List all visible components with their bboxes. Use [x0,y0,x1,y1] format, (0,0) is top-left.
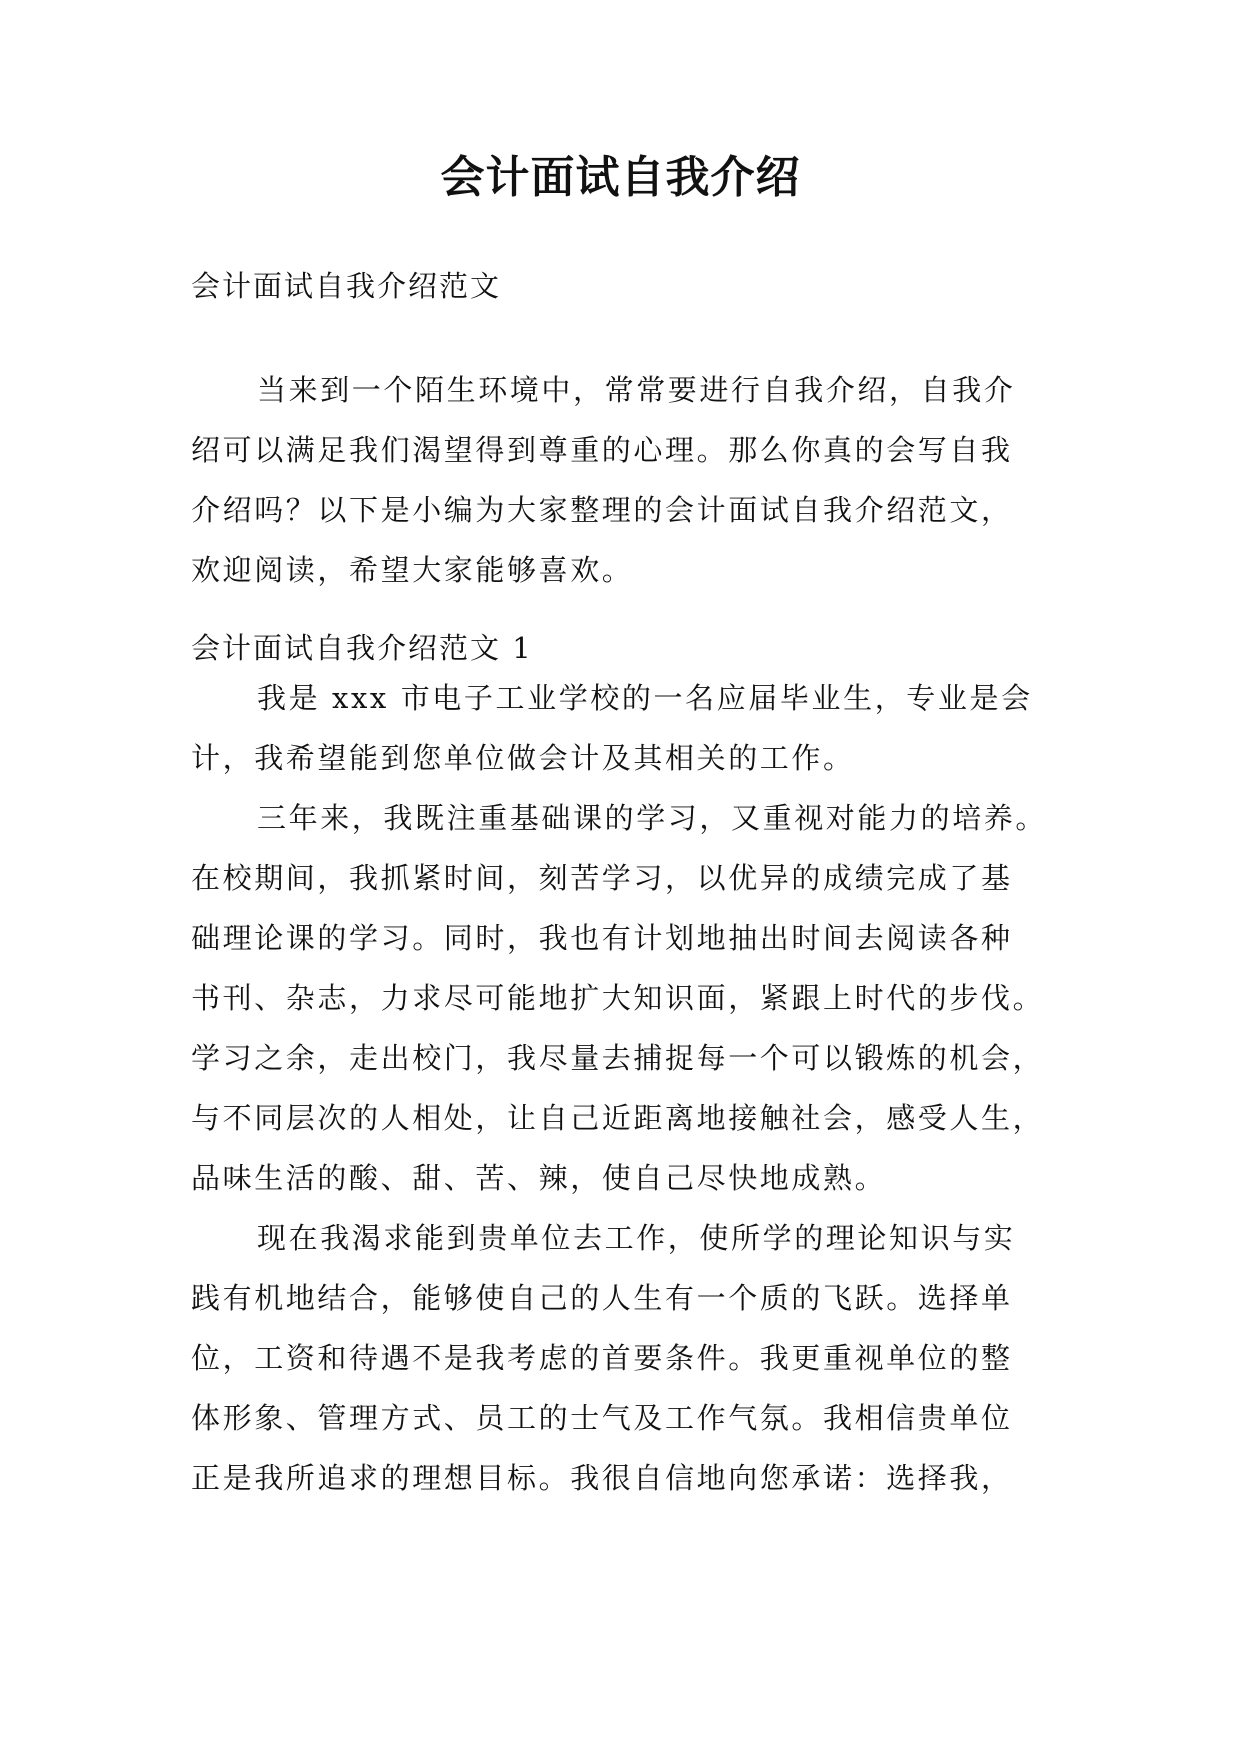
section1-paragraph-1 [191,668,1061,788]
paragraph-line: 我是 xxx 市电子工业学校的一名应届毕业生，专业是会 [257,681,1033,715]
paragraph-line: 三年来，我既注重基础课的学习，又重视对能力的培养。 [257,801,1048,835]
intro-line: 绍可以满足我们渴望得到尊重的心理。那么你真的会写自我 [191,433,1013,467]
section1-heading: 会计面试自我介绍范文 1 [191,631,533,665]
intro-paragraph [191,360,1061,600]
paragraph-line: 品味生活的酸、甜、苦、辣，使自己尽快地成熟。 [191,1161,887,1195]
paragraph-line: 书刊、杂志，力求尽可能地扩大知识面，紧跟上时代的步伐。 [191,981,1045,1015]
paragraph-line: 践有机地结合，能够使自己的人生有一个质的飞跃。选择单 [191,1281,1013,1315]
document-title: 会计面试自我介绍 [440,152,801,203]
paragraph-line: 与不同层次的人相处，让自己近距离地接触社会，感受人生， [191,1101,1045,1135]
paragraph-line: 计，我希望能到您单位做会计及其相关的工作。 [191,741,855,775]
paragraph-line: 学习之余，走出校门，我尽量去捕捉每一个可以锻炼的机会， [191,1041,1045,1075]
intro-line: 介绍吗？以下是小编为大家整理的会计面试自我介绍范文， [191,493,1013,527]
paragraph-line: 正是我所追求的理想目标。我很自信地向您承诺：选择我， [191,1461,1013,1495]
intro-line: 当来到一个陌生环境中，常常要进行自我介绍，自我介 [257,373,1016,407]
paragraph-line: 现在我渴求能到贵单位去工作，使所学的理论知识与实 [257,1221,1016,1255]
paragraph-line: 体形象、管理方式、员工的士气及工作气氛。我相信贵单位 [191,1401,1013,1435]
paragraph-line: 位，工资和待遇不是我考虑的首要条件。我更重视单位的整 [191,1341,1013,1375]
intro-line: 欢迎阅读，希望大家能够喜欢。 [191,553,634,587]
paragraph-line: 础理论课的学习。同时，我也有计划地抽出时间去阅读各种 [191,921,1013,955]
subtitle-heading: 会计面试自我介绍范文 [191,269,502,303]
section1-paragraph-3 [191,1208,1061,1508]
paragraph-line: 在校期间，我抓紧时间，刻苦学习，以优异的成绩完成了基 [191,861,1013,895]
section1-paragraph-2 [191,788,1061,1208]
